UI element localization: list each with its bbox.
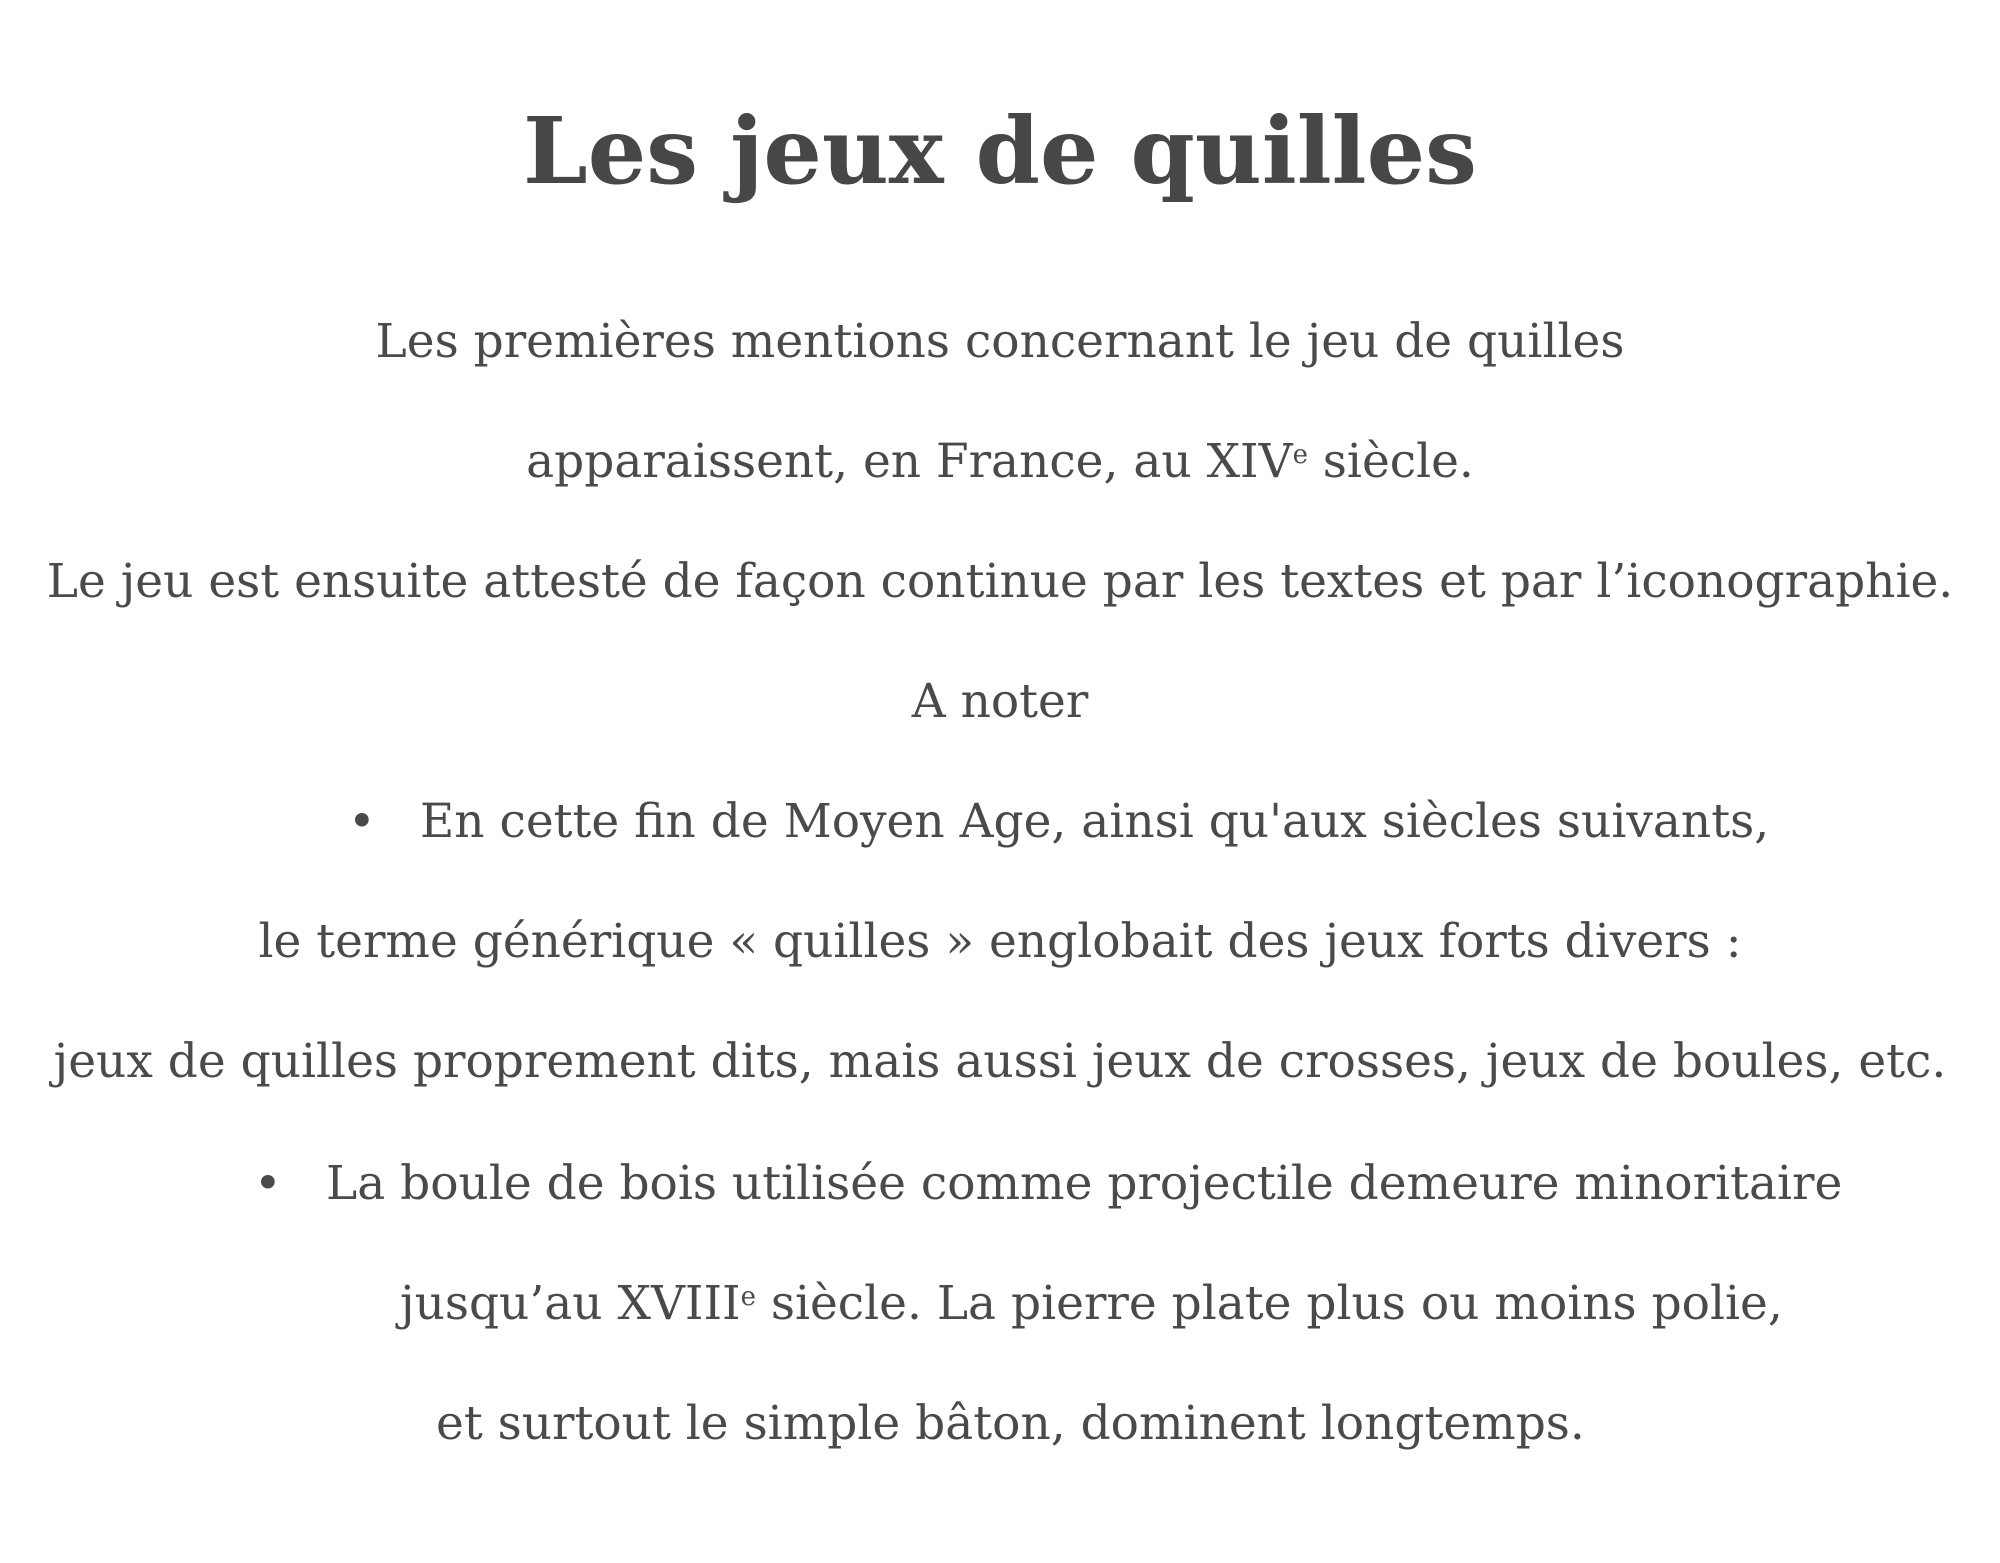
bullet-2-line-2-text: jusqu’au XVIII bbox=[400, 1276, 741, 1331]
intro-line-2-end: siècle. bbox=[1307, 434, 1474, 489]
bullet-2-line-1: La boule de bois utilisée comme projectile demeure minoritaire bbox=[326, 1156, 1843, 1211]
bullet-2-line-3: et surtout le simple bâton, dominent longtemps. bbox=[436, 1396, 1585, 1451]
century-superscript-2: e bbox=[740, 1281, 756, 1312]
intro-line-2-text: apparaissent, en France, au XIV bbox=[526, 434, 1293, 489]
bullet-marker-1: • bbox=[348, 794, 376, 849]
note-heading: A noter bbox=[911, 674, 1089, 729]
page-title: Les jeux de quilles bbox=[523, 97, 1477, 205]
intro-line-1: Les premières mentions concernant le jeu de quilles bbox=[375, 314, 1625, 369]
attestation-line: Le jeu est ensuite attesté de façon continue par les textes et par l’iconographie. bbox=[46, 554, 1954, 609]
bullet-marker-2: • bbox=[254, 1156, 282, 1211]
bullet-2-line-2-end: siècle. La pierre plate plus ou moins polie, bbox=[755, 1276, 1783, 1331]
bullet-1-line-3: jeux de quilles proprement dits, mais aussi jeux de crosses, jeux de boules, etc. bbox=[53, 1034, 1947, 1089]
bullet-1-line-1: En cette fin de Moyen Age, ainsi qu'aux siècles suivants, bbox=[420, 794, 1770, 849]
intro-line-2 bbox=[0, 434, 2000, 489]
bullet-1-line-2: le terme générique « quilles » englobait des jeux forts divers : bbox=[258, 914, 1742, 969]
bullet-2-line-2 bbox=[400, 1276, 1783, 1331]
century-superscript: e bbox=[1292, 439, 1308, 470]
